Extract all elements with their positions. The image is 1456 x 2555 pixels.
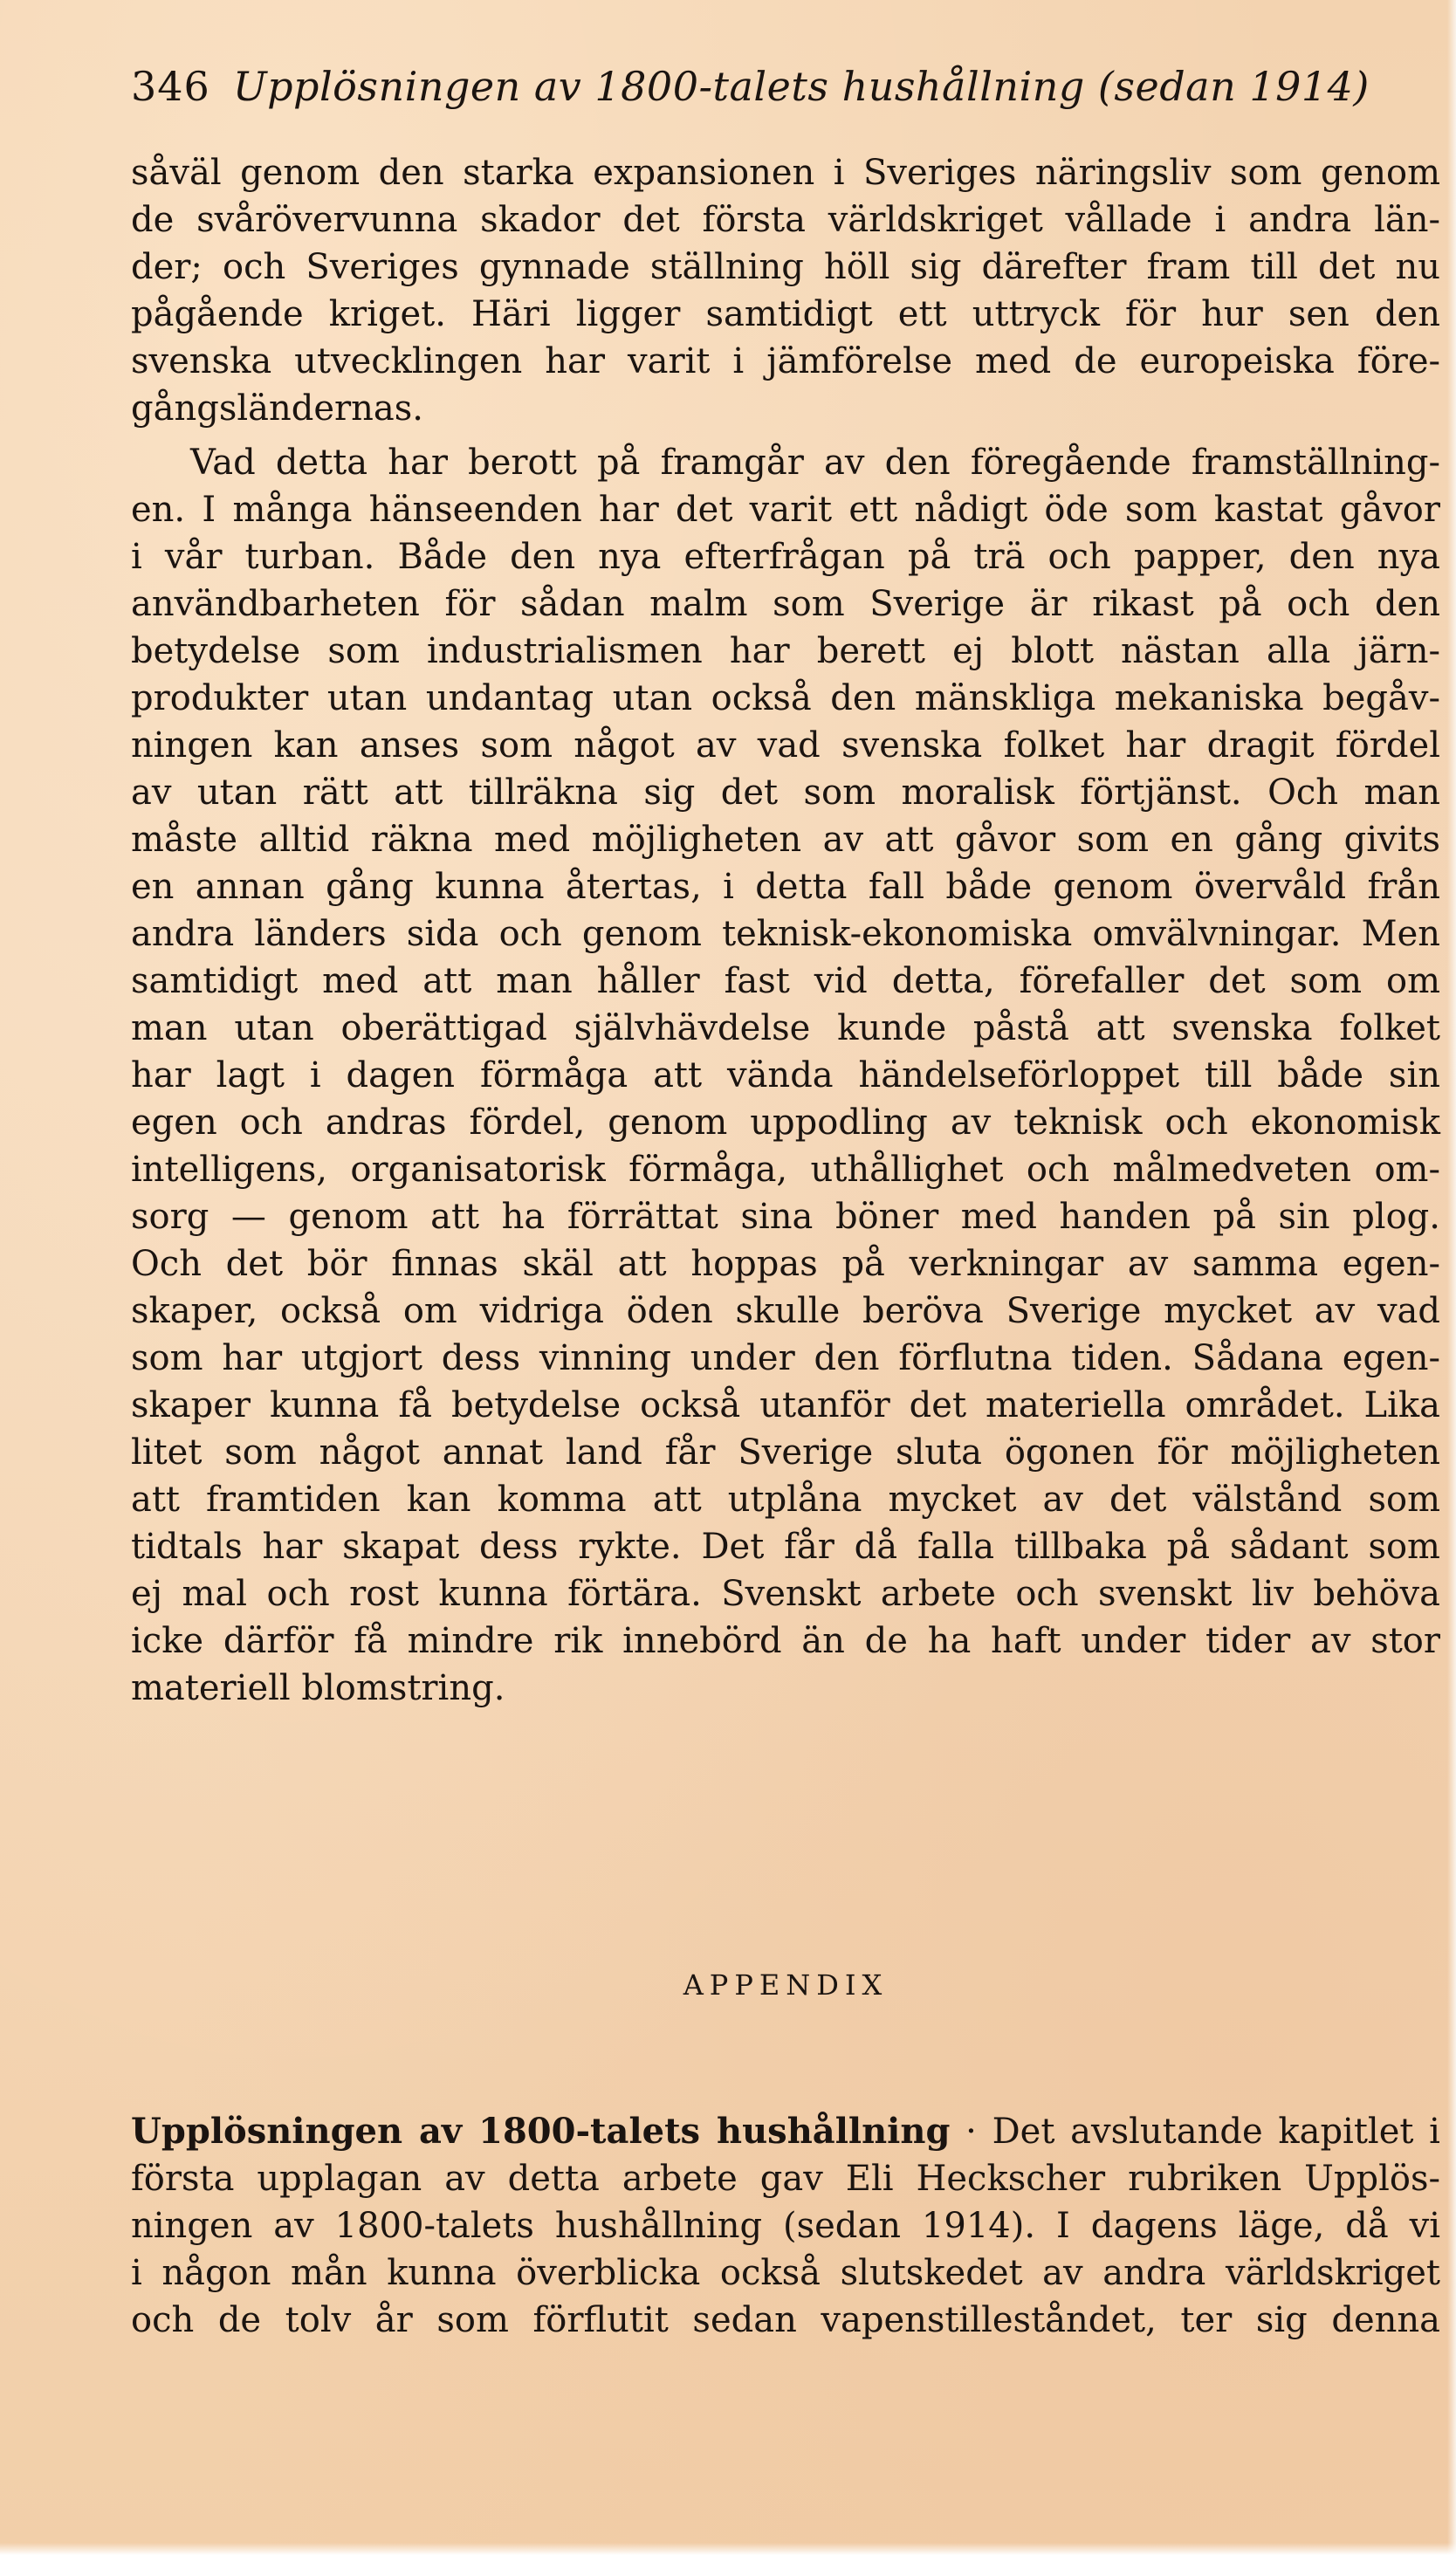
appendix-first-line-rest: Det avslutande kapitlet i: [992, 2112, 1440, 2152]
text-line: andra länders sida och genom teknisk-ekonomiska omvälvningar. Men: [131, 914, 1440, 954]
text-line: har lagt i dagen förmåga att vända händelseförloppet till både sin: [131, 1055, 1440, 1095]
running-header: [131, 63, 1370, 110]
text-line: Vad detta har berott på framgår av den föregående framställning-: [190, 443, 1440, 483]
text-line: måste alltid räkna med möjligheten av att gåvor som en gång givits: [131, 820, 1440, 860]
appendix-first-line: [131, 2108, 1440, 2155]
lead-in-separator: ·: [950, 2112, 992, 2152]
text-line: ningen av 1800-talets hushållning (sedan 1914). I dagens läge, då vi: [131, 2206, 1440, 2246]
appendix-heading: APPENDIX: [683, 1968, 889, 2002]
text-line: tidtals har skapat dess rykte. Det får då falla tillbaka på sådant som: [131, 1527, 1440, 1567]
text-line: materiell blomstring.: [131, 1668, 505, 1708]
appendix-lead-in: Upplösningen av 1800-talets hushållning: [131, 2111, 951, 2152]
text-line: en annan gång kunna återtas, i detta fall både genom övervåld från: [131, 867, 1440, 907]
text-line: ningen kan anses som något av vad svenska folket har dragit fördel: [131, 725, 1440, 766]
text-line: Och det bör finnas skäl att hoppas på verkningar av samma egen-: [131, 1244, 1440, 1284]
text-line: första upplagan av detta arbete gav Eli Heckscher rubriken Upplös-: [131, 2159, 1440, 2199]
text-line: en. I många hänseenden har det varit ett nådigt öde som kastat gåvor: [131, 490, 1440, 530]
text-line: av utan rätt att tillräkna sig det som moralisk förtjänst. Och man: [131, 773, 1440, 813]
text-line: pågående kriget. Häri ligger samtidigt ett uttryck för hur sen den: [131, 294, 1440, 334]
text-line: intelligens, organisatorisk förmåga, uthållighet och målmedveten om-: [131, 1150, 1440, 1190]
text-line: egen och andras fördel, genom uppodling av teknisk och ekonomisk: [131, 1102, 1440, 1143]
text-line: användbarheten för sådan malm som Sverige är rikast på och den: [131, 584, 1440, 624]
text-line: och de tolv år som förflutit sedan vapenstilleståndet, ter sig denna: [131, 2300, 1440, 2340]
text-line: att framtiden kan komma att utplåna mycket av det välstånd som: [131, 1480, 1440, 1520]
text-line: såväl genom den starka expansionen i Sveriges näringsliv som genom: [131, 153, 1440, 193]
text-line: i någon mån kunna överblicka också slutskedet av andra världskriget: [131, 2253, 1440, 2293]
text-line: betydelse som industrialismen har berett ej blott nästan alla järn-: [131, 631, 1440, 671]
text-line: som har utgjort dess vinning under den förflutna tiden. Sådana egen-: [131, 1338, 1440, 1378]
text-line: skaper kunna få betydelse också utanför det materiella området. Lika: [131, 1385, 1440, 1425]
text-line: de svårövervunna skador det första världskriget vållade i andra län-: [131, 200, 1440, 240]
text-line: der; och Sveriges gynnade ställning höll sig därefter fram till det nu: [131, 247, 1440, 287]
page-number: 346: [131, 63, 210, 110]
text-line: sorg — genom att ha förrättat sina böner med handen på sin plog.: [131, 1197, 1440, 1237]
text-line: i vår turban. Både den nya efterfrågan på trä och papper, den nya: [131, 537, 1440, 577]
text-line: produkter utan undantag utan också den mänskliga mekaniska begåv-: [131, 678, 1440, 718]
text-line: skaper, också om vidriga öden skulle beröva Sverige mycket av vad: [131, 1291, 1440, 1331]
text-line: svenska utvecklingen har varit i jämförelse med de europeiska före-: [131, 341, 1440, 381]
text-line: man utan oberättigad självhävdelse kunde påstå att svenska folket: [131, 1008, 1440, 1048]
text-line: ej mal och rost kunna förtära. Svenskt arbete och svenskt liv behöva: [131, 1574, 1440, 1614]
text-line: icke därför få mindre rik innebörd än de ha haft under tider av stor: [131, 1621, 1440, 1661]
running-title: Upplösningen av 1800-talets hushållning (sedan 1914): [232, 63, 1370, 110]
text-line: samtidigt med att man håller fast vid detta, förefaller det som om: [131, 961, 1440, 1001]
text-line: litet som något annat land får Sverige sluta ögonen för möjligheten: [131, 1432, 1440, 1473]
scan-edge-bottom: [0, 2543, 1456, 2555]
scan-edge-right: [1447, 0, 1456, 2555]
text-line: gångsländernas.: [131, 388, 423, 429]
